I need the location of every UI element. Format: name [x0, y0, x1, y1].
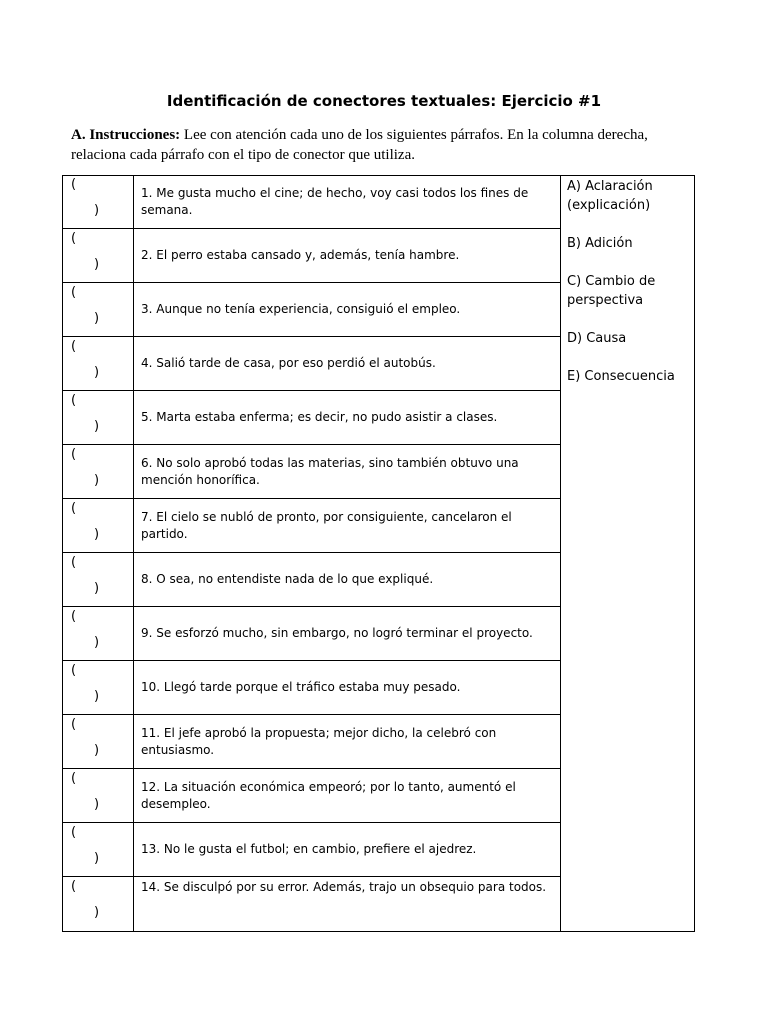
- answer-blank[interactable]: [62, 877, 133, 931]
- connector-option: E) Consecuencia: [567, 369, 675, 384]
- answer-blank[interactable]: [62, 607, 133, 661]
- open-parenthesis: (: [71, 501, 77, 516]
- open-parenthesis: (: [71, 393, 77, 408]
- exercise-row: [62, 175, 561, 229]
- close-parenthesis: ): [94, 905, 100, 920]
- exercise-row: [62, 553, 561, 607]
- exercise-sentence: 12. La situación económica empeoró; por lo tanto, aumentó el desempleo.: [141, 779, 516, 811]
- exercise-sentence: 3. Aunque no tenía experiencia, consiguió el empleo.: [141, 302, 461, 316]
- exercise-sentence: 4. Salió tarde de casa, por eso perdió el autobús.: [141, 356, 436, 370]
- close-parenthesis: ): [94, 365, 100, 380]
- close-parenthesis: ): [94, 743, 100, 758]
- open-parenthesis: (: [71, 717, 77, 732]
- connector-option: A) Aclaración (explicación): [567, 179, 653, 213]
- close-parenthesis: ): [94, 311, 100, 326]
- close-parenthesis: ): [94, 203, 100, 218]
- exercise-row: [62, 607, 561, 661]
- open-parenthesis: (: [71, 447, 77, 462]
- exercise-sentence: 2. El perro estaba cansado y, además, tenía hambre.: [141, 248, 460, 262]
- answer-blank[interactable]: [62, 499, 133, 553]
- exercise-sentence: 14. Se disculpó por su error. Además, trajo un obsequio para todos.: [141, 880, 547, 894]
- answer-blank[interactable]: [62, 229, 133, 283]
- connector-option: C) Cambio de perspectiva: [567, 274, 656, 308]
- answer-blank[interactable]: [62, 283, 133, 337]
- page-title: Identificación de conectores textuales: Ejercicio #1: [166, 92, 602, 110]
- exercise-row: [62, 769, 561, 823]
- answer-blank[interactable]: [62, 445, 133, 499]
- close-parenthesis: ): [94, 419, 100, 434]
- instructions-text: Lee con atención cada uno de los siguientes párrafos. En la columna derecha, relaciona cada párrafo con el tipo de conector que utiliza.: [71, 127, 648, 163]
- instructions-paragraph: [71, 125, 701, 165]
- exercise-sentence: 11. El jefe aprobó la propuesta; mejor dicho, la celebró con entusiasmo.: [141, 725, 497, 757]
- open-parenthesis: (: [71, 609, 77, 624]
- answer-blank[interactable]: [62, 391, 133, 445]
- answer-blank[interactable]: [62, 175, 133, 229]
- close-parenthesis: ): [94, 689, 100, 704]
- connector-option: B) Adición: [567, 236, 633, 251]
- open-parenthesis: (: [71, 231, 77, 246]
- exercise-row: [62, 661, 561, 715]
- exercise-row: [62, 499, 561, 553]
- close-parenthesis: ): [94, 851, 100, 866]
- open-parenthesis: (: [71, 879, 77, 894]
- open-parenthesis: (: [71, 555, 77, 570]
- answer-blank[interactable]: [62, 715, 133, 769]
- open-parenthesis: (: [71, 339, 77, 354]
- exercise-sentence: 8. O sea, no entendiste nada de lo que expliqué.: [141, 572, 434, 586]
- open-parenthesis: (: [71, 177, 77, 192]
- exercise-sentence: 6. No solo aprobó todas las materias, sino también obtuvo una mención honorífica.: [141, 455, 519, 487]
- open-parenthesis: (: [71, 771, 77, 786]
- open-parenthesis: (: [71, 825, 77, 840]
- exercise-sentence: 5. Marta estaba enferma; es decir, no pudo asistir a clases.: [141, 410, 498, 424]
- close-parenthesis: ): [94, 797, 100, 812]
- exercise-row: [62, 715, 561, 769]
- exercise-rows: [62, 175, 561, 931]
- answer-blank[interactable]: [62, 337, 133, 391]
- answer-blank[interactable]: [62, 823, 133, 877]
- instructions-label: A. Instrucciones:: [71, 127, 181, 143]
- close-parenthesis: ): [94, 635, 100, 650]
- exercise-row: [62, 823, 561, 877]
- close-parenthesis: ): [94, 527, 100, 542]
- close-parenthesis: ): [94, 257, 100, 272]
- connector-option: D) Causa: [567, 331, 627, 346]
- answer-blank[interactable]: [62, 553, 133, 607]
- exercise-row: [62, 337, 561, 391]
- close-parenthesis: ): [94, 581, 100, 596]
- open-parenthesis: (: [71, 663, 77, 678]
- exercise-sentence: 9. Se esforzó mucho, sin embargo, no logró terminar el proyecto.: [141, 626, 533, 640]
- answer-blank[interactable]: [62, 769, 133, 823]
- exercise-row: [62, 445, 561, 499]
- exercise-sentence: 10. Llegó tarde porque el tráfico estaba muy pesado.: [141, 680, 461, 694]
- exercise-row: [62, 229, 561, 283]
- exercise-sentence: 1. Me gusta mucho el cine; de hecho, voy casi todos los fines de semana.: [141, 185, 529, 217]
- exercise-row: [62, 391, 561, 445]
- exercise-sentence: 13. No le gusta el futbol; en cambio, prefiere el ajedrez.: [141, 842, 477, 856]
- exercise-row: [62, 283, 561, 337]
- close-parenthesis: ): [94, 473, 100, 488]
- exercise-row: [62, 877, 561, 931]
- open-parenthesis: (: [71, 285, 77, 300]
- connector-options-list: [567, 177, 692, 405]
- exercise-sentence: 7. El cielo se nubló de pronto, por consiguiente, cancelaron el partido.: [141, 509, 512, 541]
- answer-blank[interactable]: [62, 661, 133, 715]
